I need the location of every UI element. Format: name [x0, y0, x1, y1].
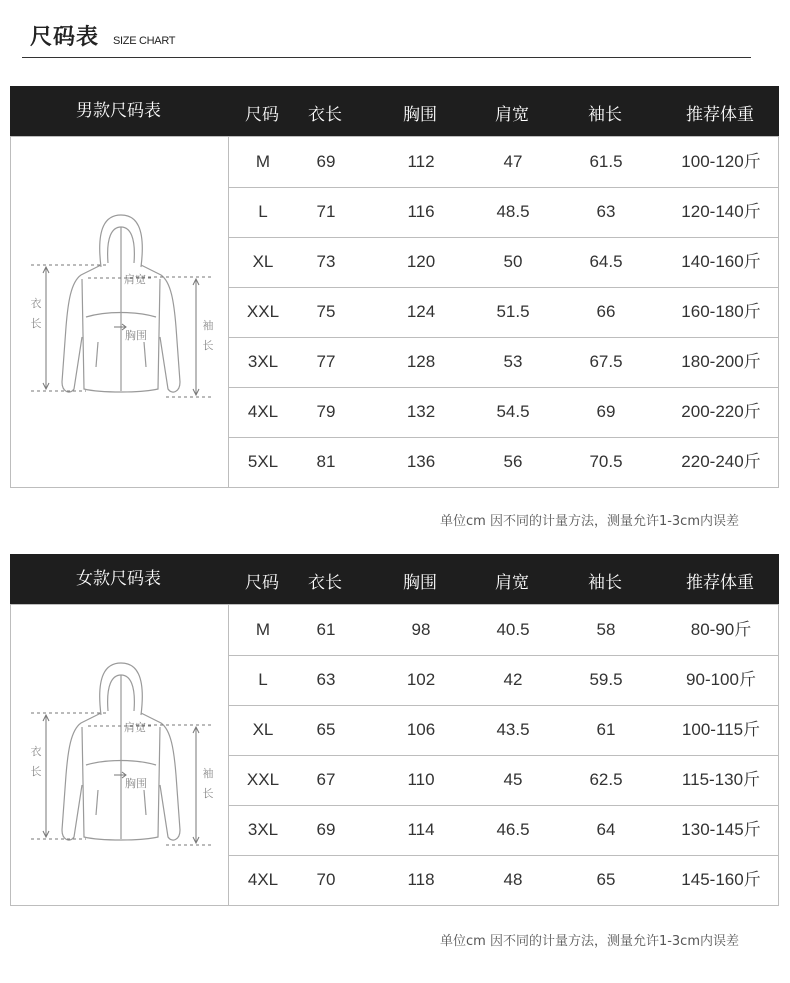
label-sleeve-length: 袖	[202, 319, 214, 332]
cell-sleeve: 64.5	[589, 252, 623, 271]
cell-shoulder: 43.5	[496, 720, 530, 739]
cell-length: 61	[316, 620, 336, 639]
label-shoulder: 肩宽	[124, 721, 146, 734]
men-size-table	[10, 86, 779, 488]
label-body-length: 衣	[30, 745, 42, 758]
cell-chest: 128	[406, 352, 436, 371]
cell-sleeve: 70.5	[589, 452, 623, 471]
header-divider	[22, 57, 751, 58]
table-row	[228, 187, 778, 238]
column-header-length: 衣长	[308, 105, 342, 125]
men-table-title: 男款尺码表	[76, 101, 161, 121]
cell-size: 4XL	[247, 402, 279, 421]
page-header	[30, 20, 175, 51]
label-chest: 胸围	[125, 329, 147, 342]
cell-size: 3XL	[247, 352, 279, 371]
cell-shoulder: 54.5	[496, 402, 530, 421]
label-body-length: 衣	[30, 297, 42, 310]
column-header-chest: 胸围	[403, 105, 437, 125]
women-diagram-cell	[11, 605, 229, 905]
column-header-sleeve: 袖长	[588, 105, 622, 125]
cell-length: 67	[316, 770, 336, 789]
cell-chest: 102	[406, 670, 436, 689]
cell-weight: 100-120斤	[681, 152, 761, 171]
cell-shoulder: 40.5	[496, 620, 530, 639]
cell-size: L	[258, 202, 268, 221]
men-measurement-note: 单位cm 因不同的计量方法，测量允许1-3cm内误差	[440, 514, 739, 529]
column-header-shoulder: 肩宽	[495, 573, 529, 593]
table-row	[228, 337, 778, 388]
cell-chest: 136	[406, 452, 436, 471]
cell-weight: 80-90斤	[690, 620, 752, 639]
cell-sleeve: 59.5	[589, 670, 623, 689]
cell-shoulder: 42	[503, 670, 523, 689]
column-header-length: 衣长	[308, 573, 342, 593]
cell-size: XXL	[246, 302, 280, 321]
cell-length: 75	[316, 302, 336, 321]
women-table-title: 女款尺码表	[76, 569, 161, 589]
page-title: 尺码表	[30, 25, 100, 50]
cell-chest: 116	[407, 202, 435, 221]
cell-size: L	[258, 670, 268, 689]
cell-size: M	[255, 152, 271, 171]
label-shoulder: 肩宽	[124, 273, 146, 286]
men-table-header	[10, 86, 779, 136]
cell-sleeve: 67.5	[589, 352, 623, 371]
women-table-header	[10, 554, 779, 604]
cell-size: XXL	[246, 770, 280, 789]
cell-length: 69	[316, 152, 336, 171]
jacket-diagram	[26, 655, 216, 855]
cell-chest: 106	[406, 720, 436, 739]
cell-length: 71	[316, 202, 336, 221]
women-table-body	[10, 604, 779, 906]
table-row	[228, 237, 778, 288]
cell-sleeve: 64	[596, 820, 616, 839]
cell-sleeve: 62.5	[589, 770, 623, 789]
cell-chest: 118	[407, 870, 435, 889]
jacket-diagram	[26, 207, 216, 407]
cell-chest: 110	[407, 770, 435, 789]
table-row	[228, 805, 778, 856]
cell-shoulder: 56	[503, 452, 523, 471]
cell-chest: 114	[407, 820, 435, 839]
column-header-sleeve: 袖长	[588, 573, 622, 593]
cell-shoulder: 53	[503, 352, 523, 371]
cell-size: M	[255, 620, 271, 639]
cell-sleeve: 63	[596, 202, 616, 221]
cell-chest: 112	[407, 152, 435, 171]
table-row	[228, 605, 778, 656]
cell-shoulder: 47	[503, 152, 523, 171]
cell-size: XL	[252, 720, 274, 739]
column-header-shoulder: 肩宽	[495, 105, 529, 125]
label-sleeve-length: 长	[202, 787, 214, 800]
cell-sleeve: 65	[596, 870, 616, 889]
table-row	[228, 755, 778, 806]
cell-shoulder: 46.5	[496, 820, 530, 839]
men-table-body	[10, 136, 779, 488]
women-size-table	[10, 554, 779, 906]
cell-length: 73	[316, 252, 336, 271]
cell-chest: 132	[406, 402, 436, 421]
column-header-weight: 推荐体重	[686, 105, 754, 125]
cell-weight: 115-130斤	[681, 770, 761, 789]
cell-weight: 180-200斤	[681, 352, 761, 371]
cell-length: 70	[316, 870, 336, 889]
cell-sleeve: 58	[596, 620, 616, 639]
label-sleeve-length: 袖	[202, 767, 214, 780]
cell-shoulder: 48.5	[496, 202, 530, 221]
cell-sleeve: 66	[596, 302, 616, 321]
cell-chest: 98	[411, 620, 431, 639]
cell-sleeve: 69	[596, 402, 616, 421]
page-subtitle: SIZE CHART	[113, 35, 176, 47]
men-diagram-cell	[11, 137, 229, 487]
cell-length: 63	[316, 670, 336, 689]
column-header-size: 尺码	[245, 105, 279, 125]
cell-weight: 145-160斤	[681, 870, 761, 889]
cell-weight: 90-100斤	[686, 670, 756, 689]
cell-size: 5XL	[247, 452, 279, 471]
table-row	[228, 137, 778, 188]
cell-weight: 160-180斤	[681, 302, 761, 321]
cell-length: 65	[316, 720, 336, 739]
column-header-chest: 胸围	[403, 573, 437, 593]
label-body-length: 长	[30, 317, 42, 330]
cell-weight: 220-240斤	[681, 452, 761, 471]
cell-sleeve: 61.5	[589, 152, 623, 171]
cell-length: 77	[316, 352, 336, 371]
cell-shoulder: 48	[503, 870, 523, 889]
label-sleeve-length: 长	[202, 339, 214, 352]
cell-shoulder: 51.5	[496, 302, 530, 321]
cell-length: 81	[316, 452, 336, 471]
cell-chest: 120	[406, 252, 436, 271]
cell-sleeve: 61	[596, 720, 616, 739]
cell-weight: 140-160斤	[681, 252, 761, 271]
label-chest: 胸围	[125, 777, 147, 790]
cell-weight: 200-220斤	[681, 402, 761, 421]
table-row	[228, 437, 778, 487]
label-body-length: 长	[30, 765, 42, 778]
cell-size: XL	[252, 252, 274, 271]
table-row	[228, 287, 778, 338]
cell-size: 4XL	[247, 870, 279, 889]
table-row	[228, 655, 778, 706]
cell-weight: 120-140斤	[681, 202, 761, 221]
cell-chest: 124	[406, 302, 436, 321]
column-header-size: 尺码	[245, 573, 279, 593]
cell-length: 69	[316, 820, 336, 839]
column-header-weight: 推荐体重	[686, 573, 754, 593]
cell-shoulder: 50	[503, 252, 523, 271]
cell-weight: 100-115斤	[681, 720, 761, 739]
cell-size: 3XL	[247, 820, 279, 839]
table-row	[228, 387, 778, 438]
cell-length: 79	[316, 402, 336, 421]
table-row	[228, 855, 778, 905]
table-row	[228, 705, 778, 756]
women-measurement-note: 单位cm 因不同的计量方法，测量允许1-3cm内误差	[440, 934, 739, 949]
cell-shoulder: 45	[503, 770, 523, 789]
cell-weight: 130-145斤	[681, 820, 761, 839]
